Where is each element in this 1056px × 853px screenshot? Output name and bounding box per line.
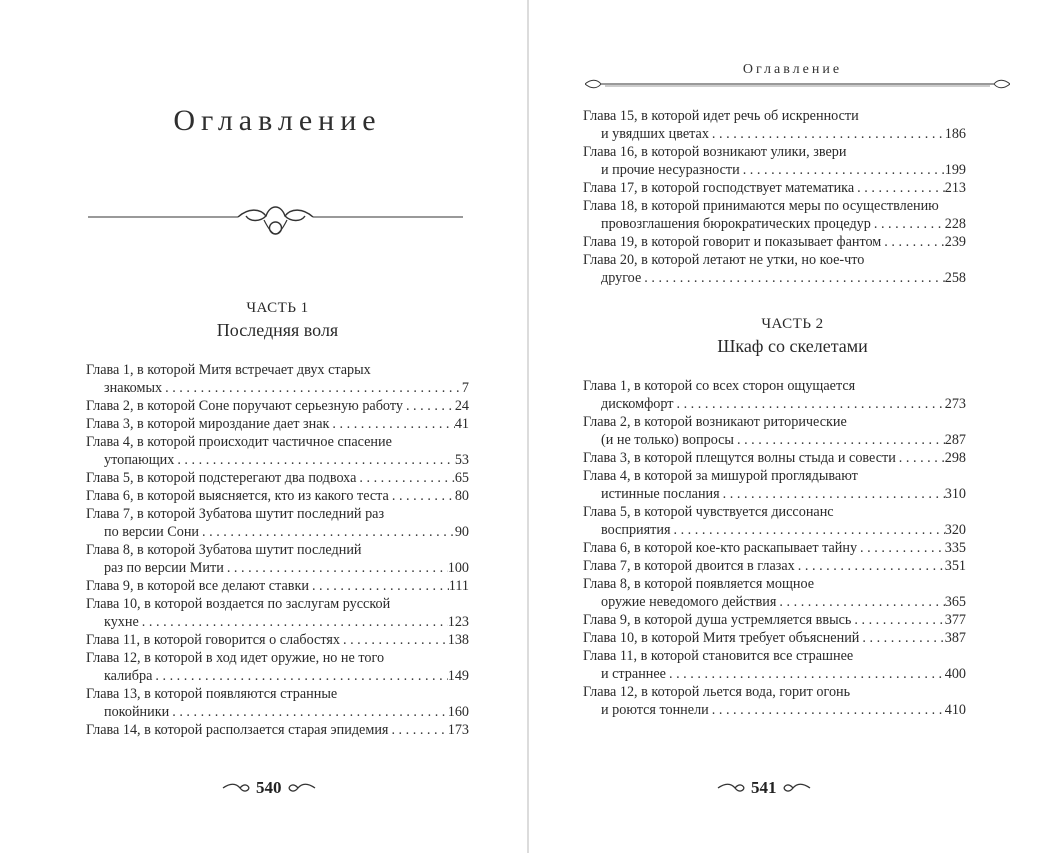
toc-list-part-2: [583, 377, 966, 719]
toc-entry-line: [86, 541, 469, 559]
dot-leader: [896, 449, 945, 467]
toc-entry-last-line: [86, 667, 469, 685]
dot-leader: [403, 397, 455, 415]
toc-entry: [86, 541, 469, 577]
toc-entry-last-line: [583, 593, 966, 611]
toc-entry-last-line: [86, 415, 469, 433]
chapter-title: Глава 10, в которой Митя требует объяснений: [583, 630, 860, 646]
dot-leader: [857, 539, 945, 557]
chapter-title: Глава 5, в которой чувствуется диссонанс: [583, 504, 834, 520]
dot-leader: [859, 629, 944, 647]
toc-entry-line: [86, 361, 469, 379]
dot-leader: [673, 395, 944, 413]
chapter-title: Глава 12, в которой в ход идет оружие, но не того: [86, 650, 385, 666]
title-ornament: [88, 200, 463, 240]
toc-entry-line: [583, 467, 966, 485]
page-ref: 239: [944, 234, 966, 250]
toc-entry-last-line: [86, 379, 469, 397]
page-ref: 298: [944, 450, 966, 466]
toc-entry: [86, 433, 469, 469]
page-ref: 24: [454, 398, 469, 414]
toc-entry: [86, 487, 469, 505]
chapter-title: провозглашения бюрократических процедур: [601, 216, 871, 232]
toc-entry-line: [86, 649, 469, 667]
page-ref: 53: [454, 452, 469, 468]
toc-entry-last-line: [583, 557, 966, 575]
page-ref: 41: [454, 416, 469, 432]
toc-entry-line: [86, 685, 469, 703]
dot-leader: [854, 179, 945, 197]
toc-entry-line: [583, 197, 966, 215]
dot-leader: [795, 557, 945, 575]
page-ref: 7: [461, 380, 469, 396]
toc-entry-line: [86, 505, 469, 523]
toc-entry: [583, 629, 966, 647]
folio-ornament-left-icon: [717, 783, 745, 793]
chapter-title: Глава 14, в которой расползается старая эпидемия: [86, 722, 389, 738]
toc-entry-line: [86, 433, 469, 451]
toc-entry: [583, 575, 966, 611]
toc-entry: [583, 611, 966, 629]
toc-entry-last-line: [86, 721, 469, 739]
dot-leader: [734, 431, 945, 449]
chapter-title: Глава 7, в которой Зубатова шутит последний раз: [86, 506, 385, 522]
chapter-title: по версии Сони: [104, 524, 200, 540]
toc-entry-line: [583, 143, 966, 161]
page-ref: 186: [944, 126, 966, 142]
chapter-title: Глава 6, в которой кое-кто раскапывает тайну: [583, 540, 858, 556]
chapter-title: Глава 5, в которой подстерегают два подвоха: [86, 470, 357, 486]
page-ref: 377: [944, 612, 966, 628]
chapter-title: Глава 8, в которой Зубатова шутит последний: [86, 542, 362, 558]
page-ref: 273: [944, 396, 966, 412]
toc-entry: [86, 397, 469, 415]
page-ref: 387: [944, 630, 966, 646]
toc-entry: [86, 631, 469, 649]
dot-leader: [641, 269, 944, 287]
page-ref: 65: [454, 470, 469, 486]
chapter-title: истинные послания: [601, 486, 720, 502]
dot-leader: [851, 611, 944, 629]
toc-entry: [86, 577, 469, 595]
part-name: Шкаф со скелетами: [717, 336, 868, 356]
toc-entry-last-line: [86, 451, 469, 469]
dot-leader: [740, 161, 945, 179]
toc-entry: [86, 595, 469, 631]
page-ref: 410: [944, 702, 966, 718]
toc-entry-last-line: [583, 665, 966, 683]
chapter-title: Глава 4, в которой за мишурой проглядывают: [583, 468, 858, 484]
page-ref: 320: [944, 522, 966, 538]
toc-entry-line: [583, 377, 966, 395]
chapter-title: Глава 7, в которой двоится в глазах: [583, 558, 795, 574]
chapter-title: кухне: [104, 614, 139, 630]
toc-entry: [583, 557, 966, 575]
toc-entry: [583, 467, 966, 503]
chapter-title: и страннее: [601, 666, 666, 682]
part-label: ЧАСТЬ 2: [761, 316, 824, 332]
dot-leader: [139, 613, 448, 631]
chapter-title: Глава 6, в которой выясняется, кто из какого теста: [86, 488, 389, 504]
page-ref: 100: [447, 560, 469, 576]
toc-entry-last-line: [583, 629, 966, 647]
toc-entry-last-line: [86, 559, 469, 577]
page-ref: 400: [944, 666, 966, 682]
toc-entry-last-line: [86, 613, 469, 631]
dot-leader: [356, 469, 454, 487]
page-ref: 123: [447, 614, 469, 630]
toc-entry-line: [583, 251, 966, 269]
chapter-title: другое: [601, 270, 642, 286]
page-ref: 351: [944, 558, 966, 574]
toc-entry: [86, 469, 469, 487]
toc-entry: [583, 233, 966, 251]
toc-entry-last-line: [86, 523, 469, 541]
chapter-title: Глава 17, в которой господствует математика: [583, 180, 855, 196]
page-ref: 160: [447, 704, 469, 720]
chapter-title: Глава 11, в которой говорится о слабостях: [86, 632, 340, 648]
toc-entry-last-line: [583, 539, 966, 557]
toc-entry: [583, 647, 966, 683]
page-ref: 199: [944, 162, 966, 178]
chapter-title: знакомых: [104, 380, 163, 396]
part-label: ЧАСТЬ 1: [246, 300, 309, 316]
toc-entry: [86, 721, 469, 739]
chapter-title: Глава 3, в которой мироздание дает знак: [86, 416, 330, 432]
chapter-title: покойники: [104, 704, 170, 720]
toc-entry: [583, 143, 966, 179]
page-ref: 310: [944, 486, 966, 502]
toc-entry: [583, 197, 966, 233]
toc-entry-last-line: [583, 701, 966, 719]
page-ref: 335: [944, 540, 966, 556]
page-ref: 90: [454, 524, 469, 540]
left-page: [0, 0, 527, 853]
chapter-title: раз по версии Мити: [104, 560, 224, 576]
dot-leader: [709, 125, 945, 143]
chapter-title: (и не только) вопросы: [601, 432, 734, 448]
part-1-heading: [0, 300, 555, 341]
toc-entry-last-line: [583, 269, 966, 287]
toc-entry-last-line: [86, 703, 469, 721]
toc-entry-last-line: [583, 395, 966, 413]
toc-entry-line: [583, 575, 966, 593]
chapter-title: дискомфорт: [601, 396, 674, 412]
toc-entry-line: [86, 595, 469, 613]
folio-ornament-right-icon: [783, 783, 811, 793]
dot-leader: [169, 703, 448, 721]
chapter-title: Глава 2, в которой Соне поручают серьезную работу: [86, 398, 403, 414]
dot-leader: [340, 631, 448, 649]
chapter-title: Глава 4, в которой происходит частичное спасение: [86, 434, 392, 450]
page-ref: 365: [944, 594, 966, 610]
toc-entry-last-line: [583, 485, 966, 503]
toc-entry-last-line: [583, 521, 966, 539]
chapter-title: восприятия: [601, 522, 671, 538]
chapter-title: Глава 20, в которой летают не утки, но кое-что: [583, 252, 865, 268]
toc-entry: [86, 685, 469, 721]
page-ref: 287: [944, 432, 966, 448]
toc-entry-line: [583, 413, 966, 431]
toc-entry: [583, 251, 966, 287]
chapter-title: Глава 15, в которой идет речь об искренности: [583, 108, 859, 124]
toc-entry-last-line: [86, 469, 469, 487]
toc-entry: [86, 361, 469, 397]
chapter-title: Глава 1, в которой Митя встречает двух старых: [86, 362, 371, 378]
page-ref: 149: [447, 668, 469, 684]
folio-ornament-left-icon: [222, 783, 250, 793]
toc-entry: [583, 377, 966, 413]
toc-entry-last-line: [583, 449, 966, 467]
page-number-right: [717, 778, 811, 798]
chapter-title: калибра: [104, 668, 153, 684]
dot-leader: [329, 415, 454, 433]
toc-entry-line: [583, 647, 966, 665]
chapter-title: Глава 1, в которой со всех сторон ощущается: [583, 378, 856, 394]
chapter-title: Глава 18, в которой принимаются меры по осуществлению: [583, 198, 939, 214]
toc-entry-last-line: [583, 233, 966, 251]
dot-leader: [388, 721, 447, 739]
toc-entry-line: [583, 107, 966, 125]
toc-entry-last-line: [583, 215, 966, 233]
toc-entry: [583, 449, 966, 467]
page-ref: 138: [447, 632, 469, 648]
toc-entry-last-line: [86, 631, 469, 649]
toc-entry: [86, 415, 469, 433]
right-page: [529, 0, 1056, 853]
chapter-title: Глава 9, в которой все делают ставки: [86, 578, 309, 594]
toc-entry-last-line: [583, 431, 966, 449]
page-number-left: [222, 778, 316, 798]
dot-leader: [199, 523, 455, 541]
dot-leader: [224, 559, 448, 577]
toc-list-part-1: [86, 361, 469, 739]
chapter-title: и роются тоннели: [601, 702, 709, 718]
chapter-title: утопающих: [104, 452, 175, 468]
running-head: Оглавление: [742, 62, 843, 77]
chapter-title: Глава 11, в которой становится все страшнее: [583, 648, 854, 664]
page-ref: 173: [447, 722, 469, 738]
chapter-title: Глава 3, в которой плещутся волны стыда и совести: [583, 450, 896, 466]
page-ref: 258: [944, 270, 966, 286]
dot-leader: [309, 577, 449, 595]
chapter-title: Глава 12, в которой льется вода, горит огонь: [583, 684, 851, 700]
toc-list-part-1-cont: [583, 107, 966, 287]
folio-ornament-right-icon: [288, 783, 316, 793]
dot-leader: [389, 487, 455, 505]
chapter-title: оружие неведомого действия: [601, 594, 777, 610]
toc-entry: [583, 683, 966, 719]
toc-entry-last-line: [583, 125, 966, 143]
chapter-title: Глава 10, в которой воздается по заслугам русской: [86, 596, 391, 612]
dot-leader: [709, 701, 945, 719]
dot-leader: [776, 593, 944, 611]
toc-entry-line: [583, 503, 966, 521]
toc-entry-line: [583, 683, 966, 701]
page-ref: 80: [454, 488, 469, 504]
toc-entry-last-line: [583, 161, 966, 179]
dot-leader: [152, 667, 447, 685]
dot-leader: [174, 451, 455, 469]
chapter-title: Глава 9, в которой душа устремляется ввысь: [583, 612, 852, 628]
part-name: Последняя воля: [216, 320, 339, 340]
dot-leader: [162, 379, 462, 397]
toc-entry: [583, 179, 966, 197]
dot-leader: [670, 521, 944, 539]
toc-entry: [583, 413, 966, 449]
toc-entry-last-line: [583, 611, 966, 629]
dot-leader: [720, 485, 945, 503]
dot-leader: [881, 233, 944, 251]
running-head-ornament: [585, 78, 1010, 90]
toc-entry-last-line: [86, 577, 469, 595]
chapter-title: и увядших цветах: [601, 126, 709, 142]
page-ref: 213: [944, 180, 966, 196]
toc-entry: [583, 503, 966, 539]
chapter-title: и прочие несуразности: [601, 162, 740, 178]
toc-entry-last-line: [583, 179, 966, 197]
dot-leader: [871, 215, 945, 233]
page-ref: 228: [944, 216, 966, 232]
page-title: Оглавление: [173, 104, 382, 137]
dot-leader: [666, 665, 945, 683]
chapter-title: Глава 19, в которой говорит и показывает фантом: [583, 234, 882, 250]
toc-entry-last-line: [86, 397, 469, 415]
part-2-heading: [529, 316, 1056, 357]
chapter-title: Глава 16, в которой возникают улики, звери: [583, 144, 847, 160]
chapter-title: Глава 13, в которой появляются странные: [86, 686, 338, 702]
folio-number: 541: [751, 778, 777, 797]
toc-entry: [583, 107, 966, 143]
toc-entry: [86, 505, 469, 541]
chapter-title: Глава 2, в которой возникают риторические: [583, 414, 847, 430]
folio-number: 540: [256, 778, 282, 797]
toc-entry: [583, 539, 966, 557]
toc-entry-last-line: [86, 487, 469, 505]
chapter-title: Глава 8, в которой появляется мощное: [583, 576, 815, 592]
toc-entry: [86, 649, 469, 685]
page-ref: 111: [448, 578, 469, 594]
